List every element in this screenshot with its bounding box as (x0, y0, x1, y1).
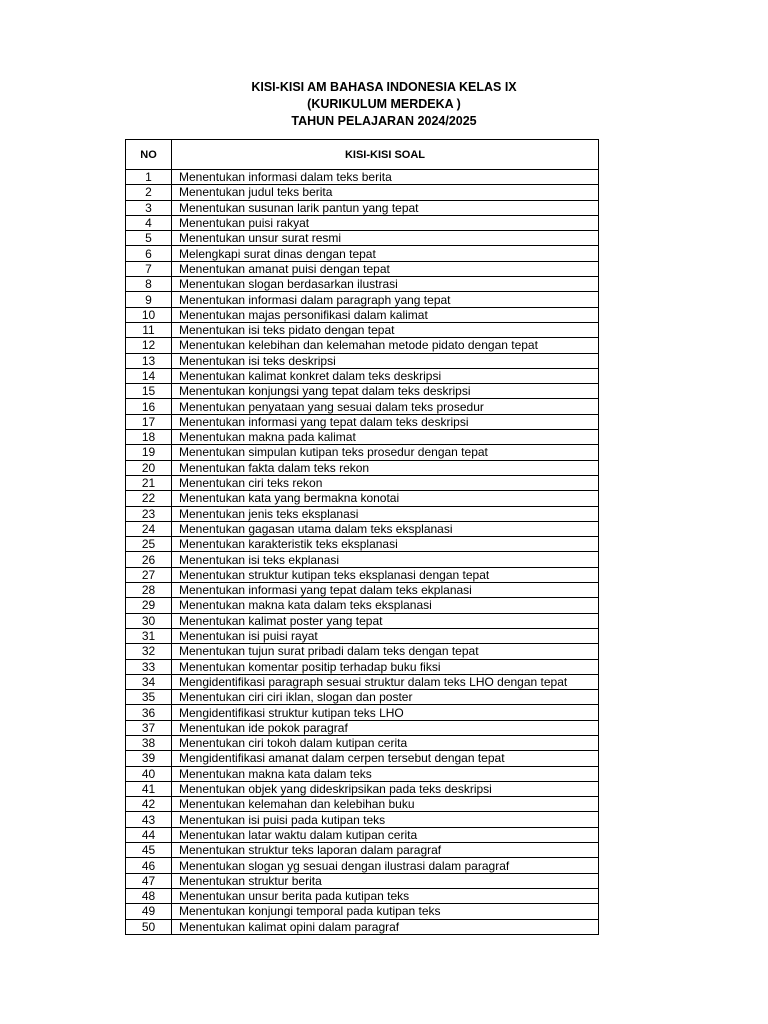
table-row (126, 185, 599, 200)
row-number: 5 (126, 231, 172, 246)
row-number: 43 (126, 812, 172, 827)
row-item: Menentukan ciri teks rekon (172, 475, 599, 490)
row-item: Menentukan informasi dalam paragraph yang tepat (172, 292, 599, 307)
row-item: Mengidentifikasi paragraph sesuai struktur dalam teks LHO dengan tepat (172, 674, 599, 689)
row-number: 35 (126, 690, 172, 705)
row-item: Menentukan makna pada kalimat (172, 430, 599, 445)
row-item: Menentukan isi puisi pada kutipan teks (172, 812, 599, 827)
row-number: 4 (126, 215, 172, 230)
row-item: Menentukan objek yang dideskripsikan pada teks deskripsi (172, 781, 599, 796)
table-row (126, 705, 599, 720)
table-row (126, 827, 599, 842)
row-number: 27 (126, 567, 172, 582)
row-item: Menentukan isi teks pidato dengan tepat (172, 322, 599, 337)
table-row (126, 277, 599, 292)
table-row (126, 491, 599, 506)
table-row (126, 384, 599, 399)
table-row (126, 170, 599, 185)
row-number: 39 (126, 751, 172, 766)
header-kisi-kisi-soal: KISI-KISI SOAL (172, 140, 599, 170)
row-item: Menentukan fakta dalam teks rekon (172, 460, 599, 475)
table-row (126, 797, 599, 812)
row-number: 3 (126, 200, 172, 215)
table-row (126, 307, 599, 322)
table-row (126, 690, 599, 705)
row-item: Menentukan ciri tokoh dalam kutipan cerita (172, 735, 599, 750)
row-item: Menentukan susunan larik pantun yang tepat (172, 200, 599, 215)
document-title: KISI-KISI AM BAHASA INDONESIA KELAS IX (251, 80, 517, 94)
row-item: Menentukan isi puisi rayat (172, 628, 599, 643)
row-item: Menentukan komentar positip terhadap buku fiksi (172, 659, 599, 674)
row-number: 40 (126, 766, 172, 781)
row-item: Menentukan kalimat konkret dalam teks deskripsi (172, 368, 599, 383)
row-item: Menentukan ide pokok paragraf (172, 720, 599, 735)
row-item: Menentukan ciri ciri iklan, slogan dan poster (172, 690, 599, 705)
row-number: 30 (126, 613, 172, 628)
row-item: Menentukan struktur berita (172, 873, 599, 888)
table-row (126, 751, 599, 766)
row-number: 26 (126, 552, 172, 567)
row-number: 42 (126, 797, 172, 812)
table-row (126, 215, 599, 230)
table-row (126, 766, 599, 781)
row-item: Menentukan kalimat opini dalam paragraf (172, 919, 599, 934)
row-item: Menentukan puisi rakyat (172, 215, 599, 230)
row-number: 6 (126, 246, 172, 261)
table-row (126, 537, 599, 552)
row-number: 16 (126, 399, 172, 414)
row-number: 10 (126, 307, 172, 322)
row-item: Menentukan konjungsi yang tepat dalam teks deskripsi (172, 384, 599, 399)
row-number: 50 (126, 919, 172, 934)
row-number: 48 (126, 888, 172, 903)
row-item: Menentukan isi teks deskripsi (172, 353, 599, 368)
table-row (126, 843, 599, 858)
row-item: Menentukan amanat puisi dengan tepat (172, 261, 599, 276)
table-row (126, 231, 599, 246)
row-number: 41 (126, 781, 172, 796)
row-number: 2 (126, 185, 172, 200)
table-row (126, 552, 599, 567)
row-number: 18 (126, 430, 172, 445)
row-number: 37 (126, 720, 172, 735)
row-item: Menentukan kelebihan dan kelemahan metode pidato dengan tepat (172, 338, 599, 353)
table-row (126, 368, 599, 383)
row-number: 28 (126, 583, 172, 598)
table-row (126, 414, 599, 429)
row-number: 33 (126, 659, 172, 674)
row-number: 8 (126, 277, 172, 292)
document-subtitle: (KURIKULUM MERDEKA ) (307, 97, 461, 111)
table-row (126, 598, 599, 613)
row-number: 13 (126, 353, 172, 368)
table-row (126, 644, 599, 659)
table-row (126, 475, 599, 490)
row-number: 21 (126, 475, 172, 490)
row-number: 36 (126, 705, 172, 720)
row-item: Menentukan tujun surat pribadi dalam teks dengan tepat (172, 644, 599, 659)
row-number: 34 (126, 674, 172, 689)
table-row (126, 246, 599, 261)
table-row (126, 292, 599, 307)
row-item: Menentukan slogan yg sesuai dengan ilustrasi dalam paragraf (172, 858, 599, 873)
row-number: 23 (126, 506, 172, 521)
row-item: Menentukan struktur kutipan teks eksplanasi dengan tepat (172, 567, 599, 582)
row-number: 47 (126, 873, 172, 888)
row-item: Menentukan makna kata dalam teks (172, 766, 599, 781)
row-item: Mengidentifikasi amanat dalam cerpen tersebut dengan tepat (172, 751, 599, 766)
table-row (126, 506, 599, 521)
row-number: 1 (126, 170, 172, 185)
row-item: Menentukan isi teks ekplanasi (172, 552, 599, 567)
row-number: 31 (126, 628, 172, 643)
table-row (126, 735, 599, 750)
table-header-row (126, 140, 599, 170)
row-item: Menentukan kalimat poster yang tepat (172, 613, 599, 628)
row-number: 24 (126, 521, 172, 536)
table-row (126, 567, 599, 582)
row-item: Menentukan makna kata dalam teks eksplanasi (172, 598, 599, 613)
row-item: Menentukan karakteristik teks eksplanasi (172, 537, 599, 552)
table-row (126, 628, 599, 643)
row-number: 12 (126, 338, 172, 353)
row-item: Menentukan gagasan utama dalam teks eksplanasi (172, 521, 599, 536)
header-no: NO (126, 140, 172, 170)
row-item: Menentukan jenis teks eksplanasi (172, 506, 599, 521)
row-number: 11 (126, 322, 172, 337)
row-item: Menentukan struktur teks laporan dalam paragraf (172, 843, 599, 858)
row-number: 45 (126, 843, 172, 858)
table-row (126, 261, 599, 276)
row-item: Menentukan majas personifikasi dalam kalimat (172, 307, 599, 322)
table-row (126, 873, 599, 888)
row-item: Menentukan unsur berita pada kutipan teks (172, 888, 599, 903)
row-number: 32 (126, 644, 172, 659)
row-number: 44 (126, 827, 172, 842)
table-row (126, 322, 599, 337)
table-row (126, 200, 599, 215)
table-row (126, 720, 599, 735)
table-row (126, 919, 599, 934)
row-number: 9 (126, 292, 172, 307)
row-number: 7 (126, 261, 172, 276)
row-number: 22 (126, 491, 172, 506)
row-item: Menentukan konjungi temporal pada kutipan teks (172, 904, 599, 919)
table-row (126, 674, 599, 689)
row-item: Menentukan simpulan kutipan teks prosedur dengan tepat (172, 445, 599, 460)
row-number: 14 (126, 368, 172, 383)
row-number: 29 (126, 598, 172, 613)
table-row (126, 460, 599, 475)
row-number: 19 (126, 445, 172, 460)
row-number: 25 (126, 537, 172, 552)
row-item: Menentukan kelemahan dan kelebihan buku (172, 797, 599, 812)
row-number: 20 (126, 460, 172, 475)
row-item: Menentukan penyataan yang sesuai dalam teks prosedur (172, 399, 599, 414)
row-item: Menentukan unsur surat resmi (172, 231, 599, 246)
row-item: Menentukan informasi dalam teks berita (172, 170, 599, 185)
table-row (126, 812, 599, 827)
row-item: Menentukan informasi yang tepat dalam teks ekplanasi (172, 583, 599, 598)
row-number: 46 (126, 858, 172, 873)
row-item: Menentukan slogan berdasarkan ilustrasi (172, 277, 599, 292)
row-item: Mengidentifikasi struktur kutipan teks LHO (172, 705, 599, 720)
row-item: Menentukan judul teks berita (172, 185, 599, 200)
row-number: 15 (126, 384, 172, 399)
table-row (126, 521, 599, 536)
row-item: Melengkapi surat dinas dengan tepat (172, 246, 599, 261)
table-row (126, 858, 599, 873)
table-row (126, 781, 599, 796)
row-item: Menentukan latar waktu dalam kutipan cerita (172, 827, 599, 842)
table-row (126, 353, 599, 368)
row-item: Menentukan informasi yang tepat dalam teks deskripsi (172, 414, 599, 429)
table-row (126, 613, 599, 628)
kisi-kisi-table (125, 139, 599, 935)
table-row (126, 399, 599, 414)
table-row (126, 904, 599, 919)
table-row (126, 338, 599, 353)
table-row (126, 583, 599, 598)
table-row (126, 430, 599, 445)
row-number: 38 (126, 735, 172, 750)
table-row (126, 445, 599, 460)
table-row (126, 659, 599, 674)
row-number: 49 (126, 904, 172, 919)
academic-year: TAHUN PELAJARAN 2024/2025 (291, 114, 477, 128)
row-item: Menentukan kata yang bermakna konotai (172, 491, 599, 506)
row-number: 17 (126, 414, 172, 429)
table-row (126, 888, 599, 903)
